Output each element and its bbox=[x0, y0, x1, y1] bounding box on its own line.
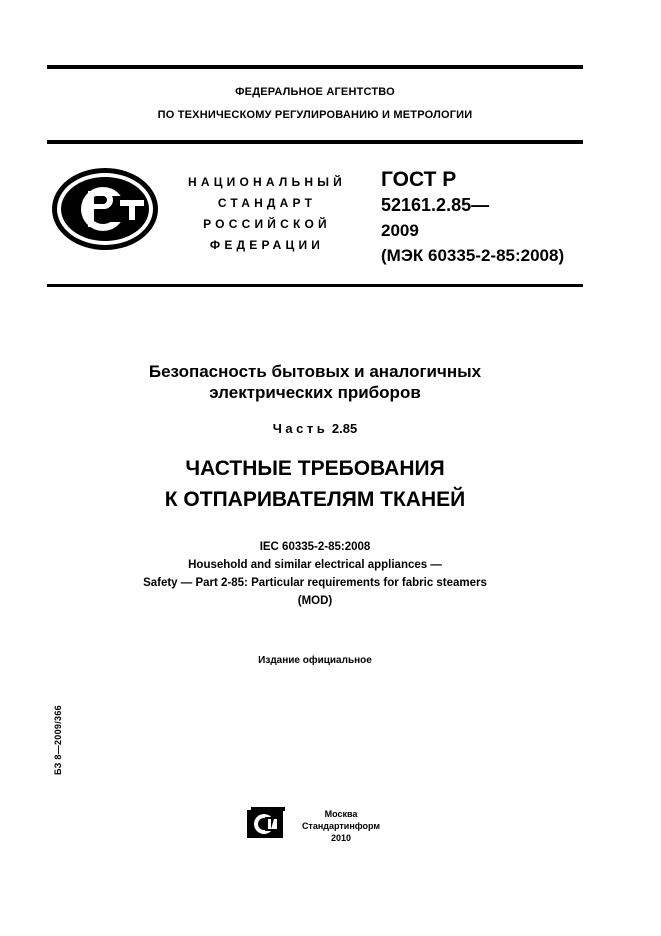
top-rule bbox=[47, 65, 583, 69]
agency-line-2: ПО ТЕХНИЧЕСКОМУ РЕГУЛИРОВАНИЮ И МЕТРОЛОГИИ bbox=[157, 109, 473, 121]
part-label bbox=[47, 421, 583, 436]
title-line-2: электрических приборов bbox=[209, 383, 421, 402]
iec-line-4: (MOD) bbox=[297, 595, 333, 607]
national-standard-line-1: НАЦИОНАЛЬНЫЙ bbox=[187, 175, 347, 189]
national-standard-line-4: ФЕДЕРАЦИИ bbox=[209, 238, 325, 252]
gost-code-line-1: ГОСТ Р bbox=[381, 168, 457, 191]
standard-block-rule bbox=[47, 284, 583, 287]
iec-line-2: Household and similar electrical appliances — bbox=[188, 559, 442, 571]
part-number: 2.85 bbox=[331, 421, 358, 436]
gost-code-line-3: 2009 bbox=[381, 221, 419, 240]
iec-line-1: IEC 60335-2-85:2008 bbox=[259, 541, 371, 553]
agency-line-1: ФЕДЕРАЛЬНОЕ АГЕНТСТВО bbox=[235, 86, 395, 98]
gost-r-emblem-icon bbox=[50, 166, 160, 252]
header-rule bbox=[47, 140, 583, 144]
gost-code-line-2: 52161.2.85— bbox=[381, 195, 490, 215]
national-standard-line-2: СТАНДАРТ bbox=[217, 196, 317, 210]
iec-line-3: Safety — Part 2-85: Particular requirements for fabric steamers bbox=[143, 577, 487, 589]
publisher-name: Стандартинформ bbox=[301, 821, 381, 831]
standartinform-logo-icon bbox=[246, 806, 286, 840]
side-code: БЗ 8—2009/366 bbox=[53, 705, 63, 775]
publisher-year: 2010 bbox=[330, 833, 352, 843]
main-title-line-1: ЧАСТНЫЕ ТРЕБОВАНИЯ bbox=[185, 457, 445, 480]
title-line-1: Безопасность бытовых и аналогичных bbox=[148, 362, 482, 381]
main-title-line-2: К ОТПАРИВАТЕЛЯМ ТКАНЕЙ bbox=[164, 488, 466, 511]
part-word: Часть bbox=[272, 421, 329, 436]
publisher-city: Москва bbox=[324, 809, 358, 819]
gost-code-line-4: (МЭК 60335-2-85:2008) bbox=[381, 246, 565, 265]
edition-label: Издание официальное bbox=[258, 655, 372, 666]
national-standard-line-3: РОССИЙСКОЙ bbox=[203, 217, 331, 231]
